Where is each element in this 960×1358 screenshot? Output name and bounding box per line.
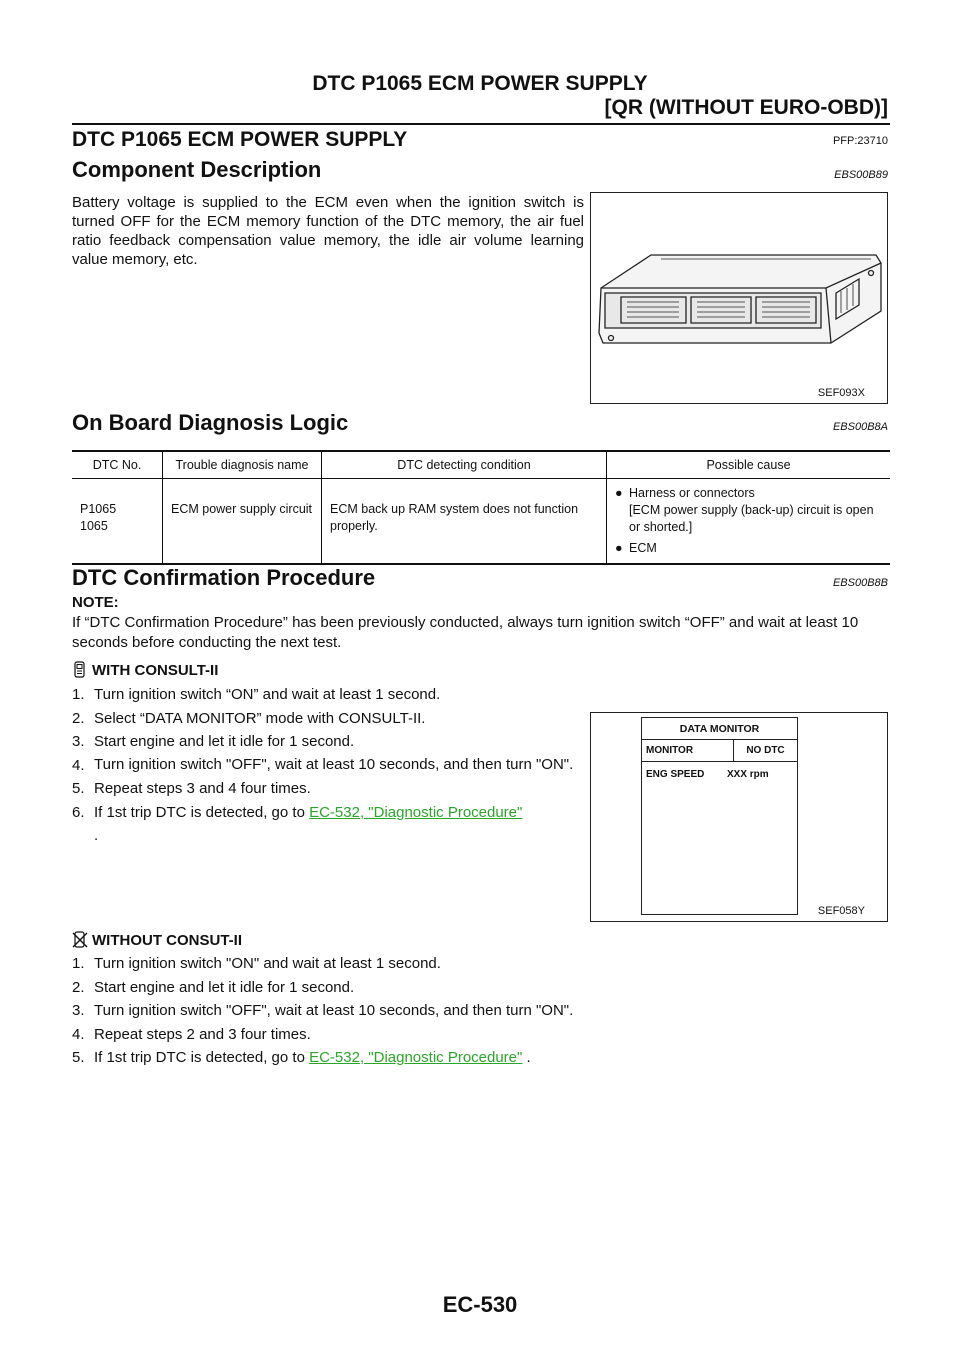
no-consult-tool-icon [72, 931, 88, 949]
pfp-code: PFP:23710 [832, 135, 888, 147]
list-item: 3. Start engine and let it idle for 1 second. [72, 733, 355, 750]
monitor-figure-label: SEF058Y [817, 905, 865, 917]
ecm-figure [590, 192, 888, 404]
monitor-value: XXX rpm [727, 769, 769, 780]
component-text: Battery voltage is supplied to the ECM even when the ignition switch is turned OFF for the ECM memory function of the DTC memory, the air fuel ratio feedback compensation value memory, the idle air volume learning value memory, etc. [72, 194, 584, 268]
dtc-code-1: P1065 [80, 502, 117, 516]
confirmation-code: EBS00B8B [832, 577, 888, 589]
consult-tool-icon [72, 661, 88, 679]
with-consult-steps [72, 683, 584, 848]
header-rule [72, 123, 890, 125]
list-item: 1. Turn ignition switch “ON” and wait at least 1 second. [72, 686, 441, 703]
ecm-figure-label: SEF093X [817, 387, 865, 399]
with-consult-title [72, 661, 218, 679]
data-monitor-screen [641, 717, 798, 915]
obd-heading: On Board Diagnosis Logic [72, 410, 349, 435]
list-item: 3. Turn ignition switch "OFF", wait at least 10 seconds, and then turn "ON". [72, 1002, 574, 1019]
col-dtc-no: DTC No. [72, 451, 163, 479]
diagnostic-procedure-link-2[interactable]: EC-532, "Diagnostic Procedure" [309, 1049, 523, 1066]
list-item: 4. Turn ignition switch "OFF", wait at least 10 seconds, and then turn "ON". [72, 755, 574, 774]
list-item: 6. If 1st trip DTC is detected, go to EC-532, "Diagnostic Procedure" . [72, 803, 523, 844]
dtc-code-2: 1065 [80, 519, 108, 533]
running-header-title: DTC P1065 ECM POWER SUPPLY [312, 72, 648, 95]
section-title: DTC P1065 ECM POWER SUPPLY [72, 128, 408, 151]
list-item: 1. Turn ignition switch "ON" and wait at least 1 second. [72, 955, 441, 972]
list-item: 5. If 1st trip DTC is detected, go to EC-532, "Diagnostic Procedure" . [72, 1049, 531, 1066]
monitor-header-row [642, 740, 797, 762]
monitor-item: ENG SPEED [646, 769, 705, 780]
without-consult-label: WITHOUT CONSUT-II [92, 931, 242, 949]
note-label: NOTE: [72, 594, 119, 611]
cause-item [615, 540, 884, 557]
obd-table [72, 450, 890, 565]
monitor-title: DATA MONITOR [642, 718, 797, 740]
col-detecting-condition: DTC detecting condition [322, 451, 607, 479]
cause-item [615, 485, 884, 536]
monitor-no-dtc: NO DTC [733, 740, 797, 761]
cell-dtc-no [72, 479, 163, 565]
table-row [72, 479, 890, 565]
component-heading: Component Description [72, 157, 322, 182]
col-possible-cause: Possible cause [607, 451, 891, 479]
without-consult-title [72, 931, 242, 949]
note-block [72, 593, 890, 653]
obd-code: EBS00B8A [832, 421, 888, 433]
running-header-subtitle: [QR (WITHOUT EURO-OBD)] [604, 96, 888, 119]
list-item: 4. Repeat steps 2 and 3 four times. [72, 1025, 311, 1043]
note-text: If “DTC Confirmation Procedure” has been previously conducted, always turn ignition switch “OFF” and wait at least 10 seconds before conducting the next test. [72, 614, 859, 651]
monitor-item-row [642, 762, 797, 787]
cell-trouble-name: ECM power supply circuit [163, 479, 322, 565]
component-code: EBS00B89 [834, 169, 888, 181]
without-consult-steps [72, 952, 890, 1070]
list-item: 5. Repeat steps 3 and 4 four times. [72, 780, 311, 797]
with-consult-label: WITH CONSULT-II [92, 661, 219, 679]
data-monitor-figure [590, 712, 888, 922]
list-item: 2. Select “DATA MONITOR” mode with CONSULT-II. [72, 709, 426, 727]
bullet-icon: ● [615, 486, 623, 500]
ecm-illustration [591, 193, 887, 403]
col-trouble-name: Trouble diagnosis name [163, 451, 322, 479]
list-item: 2. Start engine and let it idle for 1 second. [72, 978, 355, 996]
cell-possible-cause [607, 479, 891, 565]
bullet-icon: ● [615, 541, 623, 555]
cause-1-detail: [ECM power supply (back-up) circuit is open or shorted.] [629, 503, 874, 534]
cause-2: ECM [629, 541, 657, 555]
cause-1: Harness or connectors [629, 486, 755, 500]
page-number: EC-530 [442, 1292, 518, 1317]
cell-condition: ECM back up RAM system does not function properly. [322, 479, 607, 565]
diagnostic-procedure-link[interactable]: EC-532, "Diagnostic Procedure" [309, 803, 523, 821]
confirmation-heading: DTC Confirmation Procedure [72, 565, 376, 590]
monitor-col-label: MONITOR [646, 745, 694, 756]
